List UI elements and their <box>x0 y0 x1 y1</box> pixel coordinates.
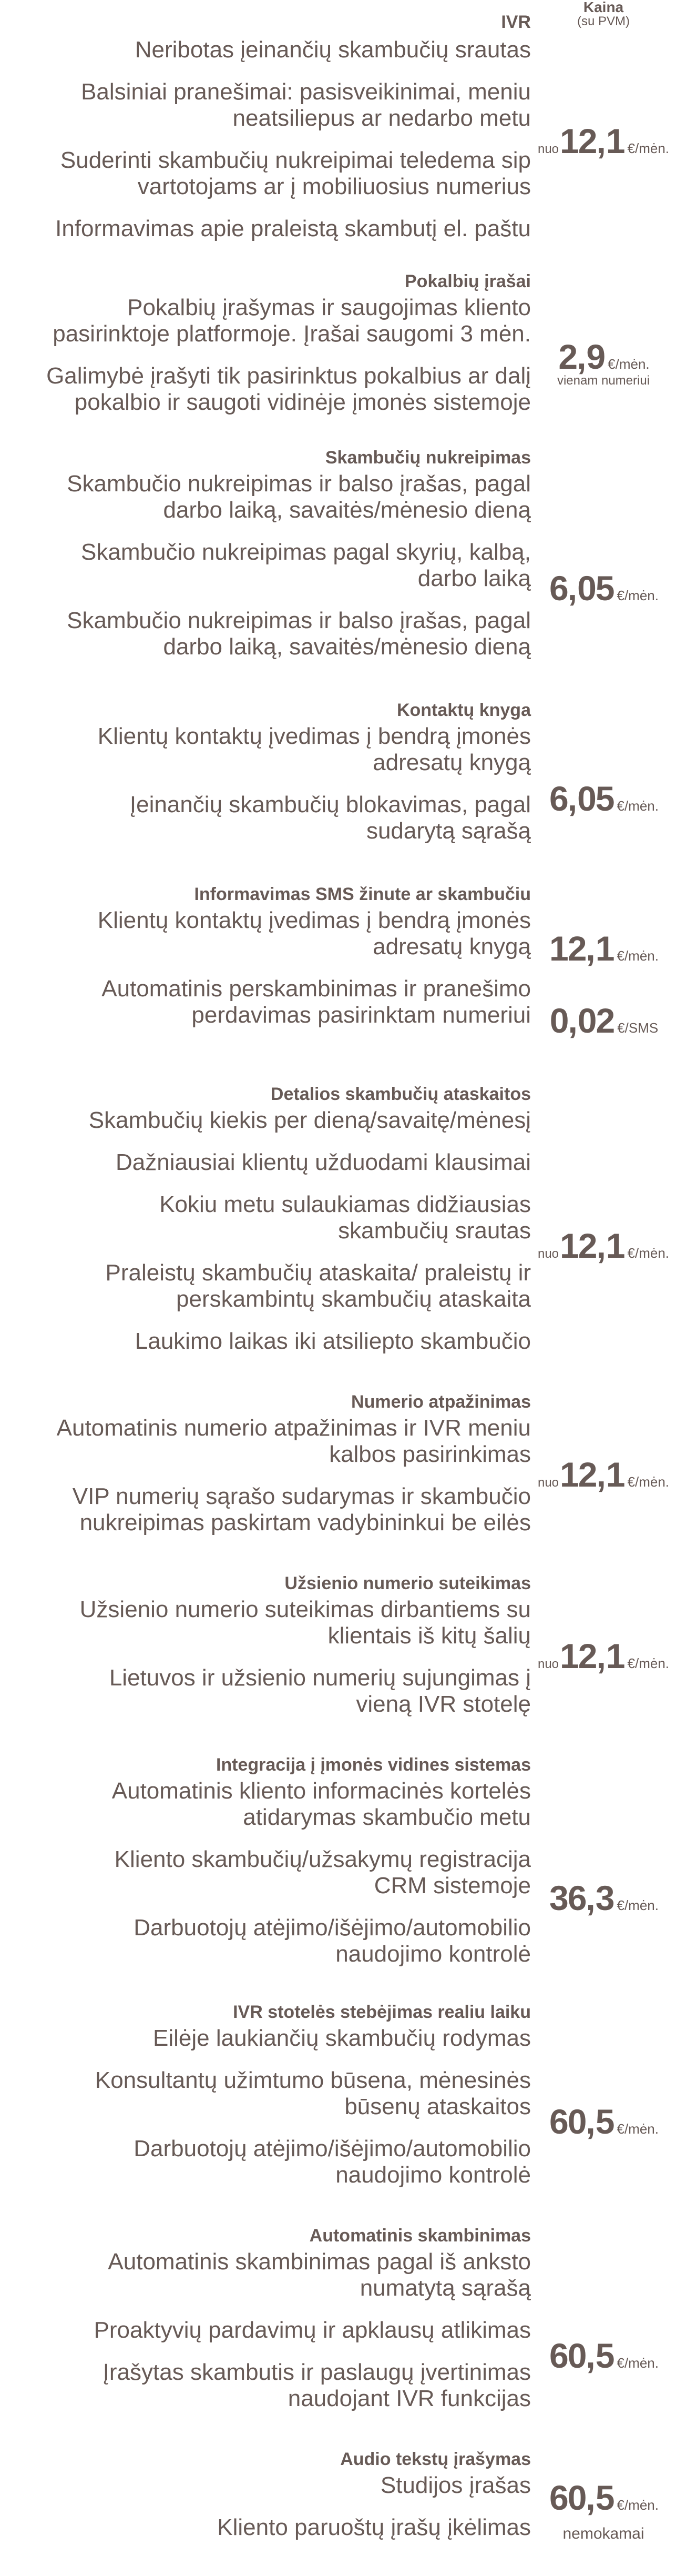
price-decimal: 1 <box>606 1636 624 1675</box>
feature-item: Balsiniai pranešimai: pasisveikinimai, meniu neatsiliepus ar nedarbo metu <box>81 79 531 131</box>
price-decimal: 05 <box>577 779 614 818</box>
price-tag <box>531 1878 676 1918</box>
section-title: Informavimas SMS žinute ar skambučiu <box>194 884 531 904</box>
feature-item: Eilėje laukiančių skambučių rodymas <box>153 2025 531 2051</box>
price-comma: , <box>567 569 578 608</box>
feature-item: Laukimo laikas iki atsiliepto skambučio <box>135 1328 531 1354</box>
price-decimal: 05 <box>577 569 614 608</box>
price-unit: €/mėn. <box>627 1474 670 1490</box>
feature-item: Galimybė įrašyti tik pasirinktus pokalbius ar dalį pokalbio ir saugoti vidinėje įmonės sistemoje <box>46 363 531 415</box>
price-tag <box>531 2478 676 2518</box>
price-unit: €/mėn. <box>617 1897 659 1913</box>
price-note: vienam numeriui <box>557 373 650 388</box>
section-title: Pokalbių įrašai <box>405 271 531 291</box>
feature-item: Darbuotojų atėjimo/išėjimo/automobilio naudojimo kontrolė <box>134 1915 531 1967</box>
feature-item: Skambučio nukreipimas ir balso įrašas, pagal darbo laiką, savaitės/mėnesio dieną <box>67 471 531 523</box>
feature-item: Kokiu metu sulaukiamas didžiausias skambučių srautas <box>159 1191 531 1244</box>
price-prefix: nuo <box>537 1657 559 1671</box>
feature-item: Automatinis perskambinimas ir pranešimo perdavimas pasirinktam numeriui <box>101 976 531 1028</box>
price-integer: 6 <box>549 779 568 818</box>
price-integer: 2 <box>558 337 577 376</box>
price-integer: 60 <box>549 2102 586 2141</box>
section-title: Automatinis skambinimas <box>309 2226 531 2246</box>
feature-item: Proaktyvių pardavimų ir apklausų atlikimas <box>94 2317 531 2343</box>
price-unit: €/mėn. <box>608 356 650 372</box>
feature-item: Įrašytas skambutis ir paslaugų įvertinimas naudojant IVR funkcijas <box>103 2359 531 2411</box>
price-decimal: 1 <box>606 1226 624 1265</box>
price-comma: , <box>586 2336 596 2375</box>
price-integer: 0 <box>549 1001 568 1040</box>
price-integer: 36 <box>549 1878 586 1917</box>
feature-item: Įeinančių skambučių blokavimas, pagal sudarytą sąrašą <box>129 792 531 844</box>
feature-item: Konsultantų užimtumo būsena, mėnesinės būsenų ataskaitos <box>95 2067 531 2119</box>
feature-item: Dažniausiai klientų užduodami klausimai <box>116 1149 531 1175</box>
price-header-sub: (su PVM) <box>577 14 630 28</box>
feature-item: Skambučio nukreipimas pagal skyrių, kalbą, darbo laiką <box>81 539 531 591</box>
price-comma: , <box>596 1455 606 1494</box>
price-integer: 60 <box>549 2336 586 2375</box>
price-tag <box>531 1636 676 1676</box>
price-tag <box>531 1454 676 1494</box>
price-integer: 60 <box>549 2478 586 2517</box>
feature-item: Darbuotojų atėjimo/išėjimo/automobilio naudojimo kontrolė <box>134 2136 531 2188</box>
price-free: nemokamai <box>562 2525 644 2542</box>
price-decimal: 5 <box>595 2478 614 2517</box>
price-decimal: 1 <box>606 122 624 160</box>
section-title: Kontaktų knyga <box>396 700 531 720</box>
feature-item: Neribotas įeinančių skambučių srautas <box>135 37 531 63</box>
price-integer: 6 <box>549 569 568 608</box>
feature-item: Automatinis numerio atpažinimas ir IVR meniu kalbos pasirinkimas <box>56 1415 531 1467</box>
feature-item: Klientų kontaktų įvedimas į bendrą įmonės adresatų knygą <box>97 723 531 775</box>
section-title: Detalios skambučių ataskaitos <box>270 1084 531 1104</box>
price-tag <box>531 1226 676 1266</box>
feature-item: Informavimas apie praleistą skambutį el. paštu <box>55 216 531 241</box>
price-decimal: 1 <box>595 929 614 968</box>
price-comma: , <box>596 1226 606 1265</box>
feature-item: Automatinis skambinimas pagal iš anksto numatytą sąrašą <box>108 2249 531 2301</box>
feature-item: Skambučio nukreipimas ir balso įrašas, pagal darbo laiką, savaitės/mėnesio dieną <box>67 608 531 660</box>
price-tag <box>531 779 676 819</box>
feature-item: Kliento skambučių/užsakymų registracija CRM sistemoje <box>114 1846 531 1898</box>
feature-item: Užsienio numerio suteikimas dirbantiems su klientais iš kitų šalių <box>79 1597 531 1649</box>
price-unit: €/mėn. <box>617 588 659 603</box>
price-unit: €/mėn. <box>617 948 659 964</box>
price-unit: €/mėn. <box>627 1245 670 1261</box>
price-integer: 12 <box>560 1636 597 1675</box>
price-comma: , <box>586 929 596 968</box>
price-tag <box>531 568 676 608</box>
section-title: Integracija į įmonės vidines sistemas <box>216 1755 531 1775</box>
price-tag <box>531 2336 676 2376</box>
price-decimal: 5 <box>595 2336 614 2375</box>
price-unit: €/mėn. <box>617 798 659 814</box>
section-title: Numerio atpažinimas <box>351 1392 531 1412</box>
price-unit: €/mėn. <box>617 2121 659 2137</box>
feature-item: Praleistų skambučių ataskaita/ praleistų ir perskambintų skambučių ataskaita <box>105 1260 531 1312</box>
price-unit: €/SMS <box>617 1020 659 1036</box>
price-header-title: Kaina <box>583 0 624 15</box>
price-tag <box>531 121 676 161</box>
feature-item: Suderinti skambučių nukreipimai teledema sip vartotojams ar į mobiliuosius numerius <box>60 147 531 199</box>
feature-item: Kliento paruoštų įrašų įkėlimas <box>217 2514 531 2540</box>
price-comma: , <box>586 2478 596 2517</box>
price-column-header <box>531 0 676 28</box>
price-comma: , <box>586 2102 596 2141</box>
section-title: IVR <box>501 12 531 32</box>
price-decimal: 1 <box>606 1455 624 1494</box>
price-decimal: 5 <box>595 2102 614 2141</box>
price-unit: €/mėn. <box>627 140 670 156</box>
price-comma: , <box>586 1878 596 1917</box>
price-unit: €/mėn. <box>617 2497 659 2513</box>
price-tag <box>531 337 676 377</box>
price-comma: , <box>568 1001 578 1040</box>
price-prefix: nuo <box>537 1476 559 1490</box>
price-comma: , <box>596 122 606 160</box>
price-prefix: nuo <box>537 1247 559 1261</box>
price-integer: 12 <box>560 122 597 160</box>
price-decimal: 9 <box>586 337 605 376</box>
price-decimal: 3 <box>595 1878 614 1917</box>
section-title: Užsienio numerio suteikimas <box>284 1573 531 1593</box>
price-tag <box>531 2102 676 2141</box>
feature-item: Skambučių kiekis per dieną/savaitę/mėnesį <box>88 1107 531 1133</box>
price-decimal: 02 <box>577 1001 614 1040</box>
price-tag <box>531 1001 676 1040</box>
section-title: Audio tekstų įrašymas <box>340 2449 531 2469</box>
feature-item: Klientų kontaktų įvedimas į bendrą įmonės adresatų knygą <box>97 907 531 959</box>
price-comma: , <box>577 337 587 376</box>
section-title: Skambučių nukreipimas <box>325 448 531 468</box>
price-comma: , <box>596 1636 606 1675</box>
feature-item: Automatinis kliento informacinės kortelės atidarymas skambučio metu <box>111 1778 531 1830</box>
price-integer: 12 <box>560 1226 597 1265</box>
price-prefix: nuo <box>537 142 559 156</box>
feature-item: VIP numerių sąrašo sudarymas ir skambučio nukreipimas paskirtam vadybininkui be eilės <box>72 1483 531 1536</box>
feature-item: Pokalbių įrašymas ir saugojimas kliento pasirinktoje platformoje. Įrašai saugomi 3 mėn. <box>53 295 531 347</box>
section-title: IVR stotelės stebėjimas realiu laiku <box>233 2002 531 2022</box>
price-tag <box>531 928 676 968</box>
price-unit: €/mėn. <box>627 1655 670 1671</box>
price-unit: €/mėn. <box>617 2355 659 2371</box>
price-integer: 12 <box>560 1455 597 1494</box>
feature-item: Studijos įrašas <box>380 2472 531 2498</box>
price-comma: , <box>567 779 578 818</box>
price-integer: 12 <box>549 929 586 968</box>
feature-item: Lietuvos ir užsienio numerių sujungimas į vieną IVR stotelę <box>109 1665 531 1717</box>
